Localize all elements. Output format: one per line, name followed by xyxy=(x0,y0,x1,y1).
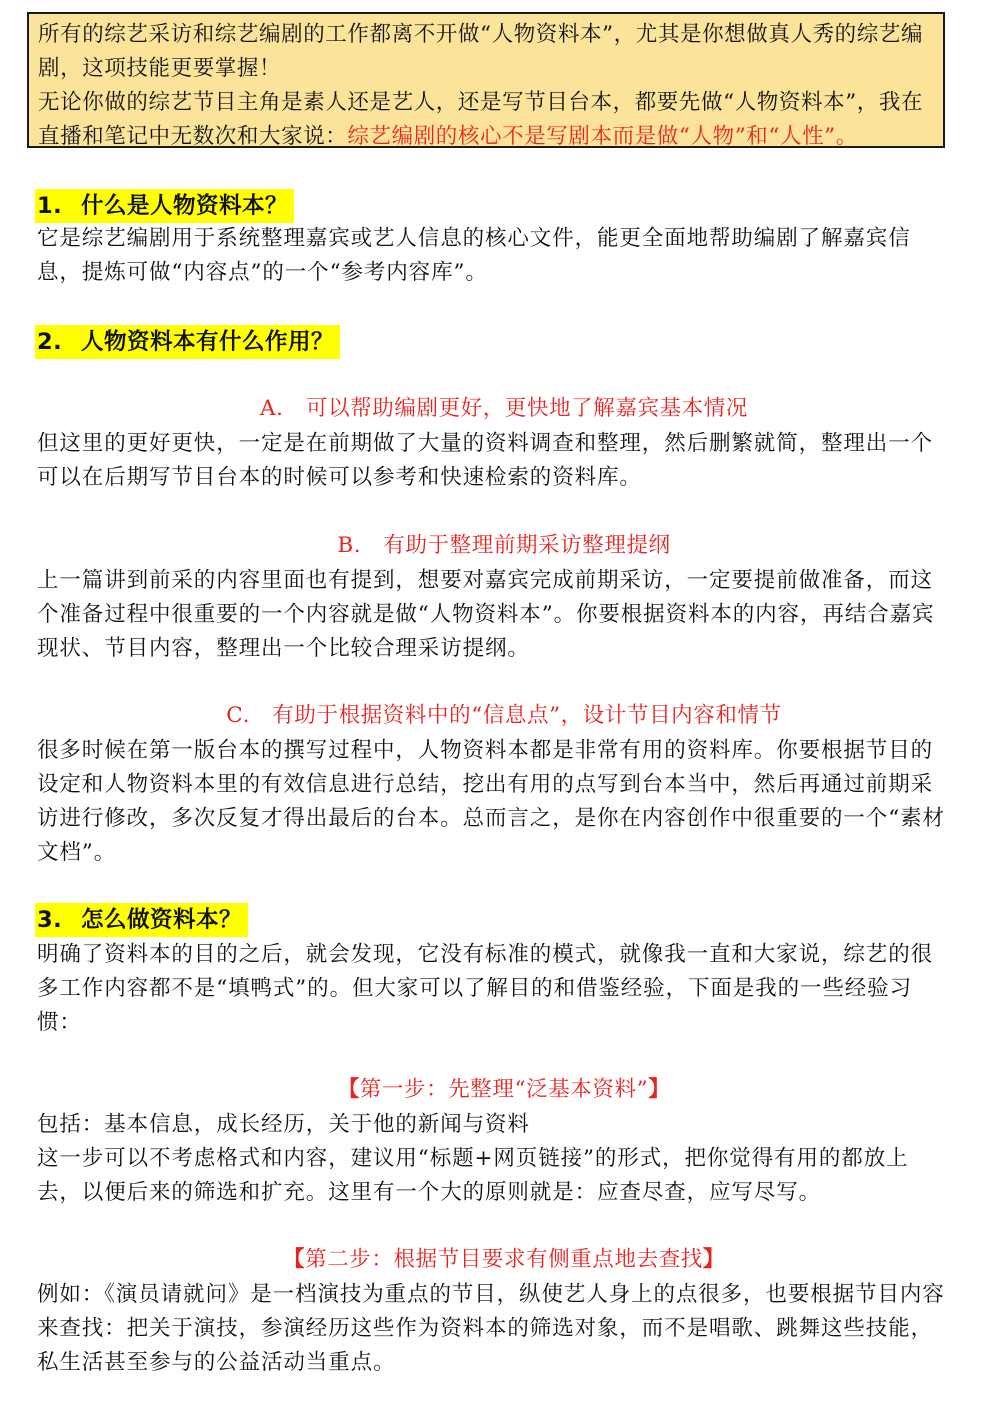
section-1-heading xyxy=(35,189,294,223)
section-2-heading xyxy=(35,325,340,359)
intro-line-2-text: 无论你做的综艺节目主角是素人还是艺人，还是写节目台本，都要先做“人物资料本”，我在直播和笔记中无数次和大家说： xyxy=(38,90,924,149)
section-3-body: 明确了资料本的目的之后，就会发现，它没有标准的模式，就像我一直和大家说，综艺的很多工作内容都不是“填鸭式”的。但大家可以了解目的和借鉴经验，下面是我的一些经验习惯： xyxy=(37,942,934,1035)
section-3-heading xyxy=(35,903,248,937)
step-2-text: 第二步：根据节目要求有侧重点地去查找 xyxy=(305,1247,703,1272)
step-1-text: 第一步：先整理“泛基本资料” xyxy=(359,1077,649,1102)
section-1-body: 它是综艺编剧用于系统整理嘉宾或艺人信息的核心文件，能更全面地帮助编剧了解嘉宾信息，提炼可做“内容点”的一个“参考内容库”。 xyxy=(37,226,911,285)
step-2-open-bracket: 【 xyxy=(282,1247,306,1272)
subsection-a-title xyxy=(0,392,1008,426)
section-2-number: 2. xyxy=(37,329,63,355)
subsection-c-title xyxy=(0,699,1008,733)
step-1-title xyxy=(0,1073,1008,1107)
intro-line-2 xyxy=(38,86,935,154)
section-3-number: 3. xyxy=(37,907,63,933)
step-1-line-1: 包括：基本信息，成长经历，关于他的新闻与资料 xyxy=(37,1112,530,1137)
intro-callout-box xyxy=(27,12,945,148)
subsection-a-mark: A. xyxy=(259,396,284,421)
subsection-c-body: 很多时候在第一版台本的撰写过程中，人物资料本都是非常有用的资料库。你要根据节目的设定和人物资料本里的有效信息进行总结，挖出有用的点写到台本当中，然后再通过前期采访进行修改，多次反复才得出最后的台本。总而言之，是你在内容创作中很重要的一个“素材文档”。 xyxy=(37,738,945,865)
step-1-open-bracket: 【 xyxy=(337,1077,360,1102)
section-2-title: 人物资料本有什么作用？ xyxy=(81,329,335,355)
intro-key-point: 综艺编剧的核心不是写剧本而是做“人物”和“人性”。 xyxy=(347,124,858,149)
step-2-title xyxy=(0,1243,1008,1277)
step-2-body: 例如：《演员请就问》是一档演技为重点的节目，纵使艺人身上的点很多，也要根据节目内容来查找：把关于演技，参演经历这些作为资料本的筛选对象，而不是唱歌、跳舞这些技能，私生活甚至参与的公益活动当重点。 xyxy=(37,1282,945,1375)
section-1-number: 1. xyxy=(37,193,63,219)
section-3-title: 怎么做资料本？ xyxy=(81,907,243,933)
subsection-b-text: 有助于整理前期采访整理提纲 xyxy=(383,533,671,558)
section-1-title: 什么是人物资料本？ xyxy=(81,193,289,219)
subsection-b-mark: B. xyxy=(337,533,362,558)
step-2-close-bracket: 】 xyxy=(702,1247,726,1272)
step-1-body: 这一步可以不考虑格式和内容，建议用“标题+网页链接”的形式，把你觉得有用的都放上去，以便后来的筛选和扩充。这里有一个大的原则就是：应查尽查，应写尽写。 xyxy=(37,1146,909,1205)
subsection-b-body: 上一篇讲到前采的内容里面也有提到，想要对嘉宾完成前期采访，一定要提前做准备，而这个准备过程中很重要的一个内容就是做“人物资料本”。你要根据资料本的内容，再结合嘉宾现状、节目内容，整理出一个比较合理采访提纲。 xyxy=(37,568,935,661)
subsection-c-text: 有助于根据资料中的“信息点”，设计节目内容和情节 xyxy=(272,703,782,728)
subsection-b-title xyxy=(0,529,1008,563)
subsection-a-text: 可以帮助编剧更好，更快地了解嘉宾基本情况 xyxy=(305,396,748,421)
intro-line-1: 所有的综艺采访和综艺编剧的工作都离不开做“人物资料本”，尤其是你想做真人秀的综艺编剧，这项技能更要掌握！ xyxy=(38,22,924,81)
subsection-c-mark: C. xyxy=(226,703,251,728)
subsection-a-body: 但这里的更好更快，一定是在前期做了大量的资料调查和整理，然后删繁就简，整理出一个可以在后期写节目台本的时候可以参考和快速检索的资料库。 xyxy=(37,431,934,490)
step-1-close-bracket: 】 xyxy=(648,1077,671,1102)
